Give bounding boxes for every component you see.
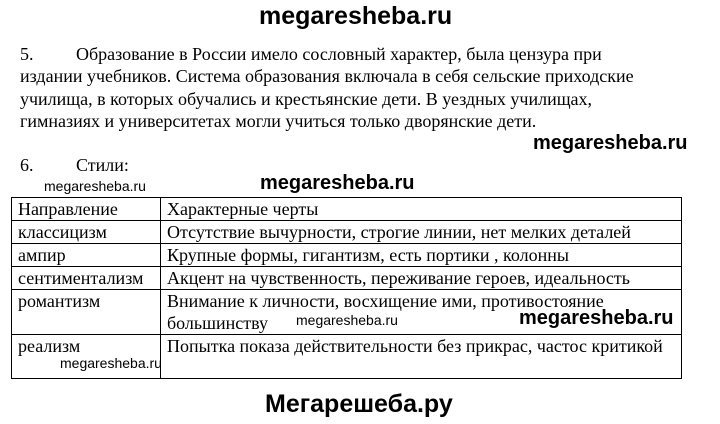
watermark-top: megaresheba.ru (259, 2, 453, 30)
styles-table (11, 197, 682, 379)
watermark-center: megaresheba.ru (260, 172, 415, 194)
watermark-table-right: megaresheba.ru (519, 307, 674, 329)
item-6-title: Стили: (76, 155, 129, 175)
watermark-bottom: Мегарешеба.ру (265, 390, 453, 418)
item-5-line-2: издании учебников. Система образования включала в себя сельские приходские (20, 66, 634, 86)
table-cell-style: ампир (12, 244, 161, 267)
item-6-number: 6. (20, 155, 34, 175)
table-row (12, 267, 682, 290)
watermark-right: megaresheba.ru (533, 132, 688, 154)
table-cell-features: Акцент на чувственность, переживание героев, идеальность (161, 267, 682, 290)
table-cell-style: реализм (12, 335, 161, 379)
table-cell-features: Отсутствие вычурности, строгие линии, нет мелких деталей (161, 221, 682, 244)
table-cell-features: Попытка показа действительности без прикрас, частос критикой (161, 335, 682, 379)
watermark-table-left: megaresheba.ru (60, 355, 162, 371)
table-cell-style: романтизм (12, 290, 161, 335)
item-5-number: 5. (20, 44, 34, 64)
table-cell-features: Крупные формы, гигантизм, есть портики , колонны (161, 244, 682, 267)
table-header-row (12, 198, 682, 221)
item-5-line-3: училища, в которых обучались и крестьянские дети. В уездных училищах, (20, 89, 593, 109)
item-5-line-4: гимназиях и университетах могли учиться только дворянские дети. (20, 111, 537, 131)
table-row (12, 244, 682, 267)
table-row (12, 221, 682, 244)
table-header-features: Характерные черты (161, 198, 682, 221)
table-header-direction: Направление (12, 198, 161, 221)
watermark-table-middle: megaresheba.ru (296, 312, 398, 328)
table-cell-features: Внимание к личности, восхищение ими, противостояние большинству (161, 290, 682, 335)
watermark-small-left: megaresheba.ru (44, 178, 146, 194)
table-cell-style: сентиментализм (12, 267, 161, 290)
table-cell-style: классицизм (12, 221, 161, 244)
item-5-line-1: Образование в России имело сословный характер, была цензура при (76, 44, 602, 64)
